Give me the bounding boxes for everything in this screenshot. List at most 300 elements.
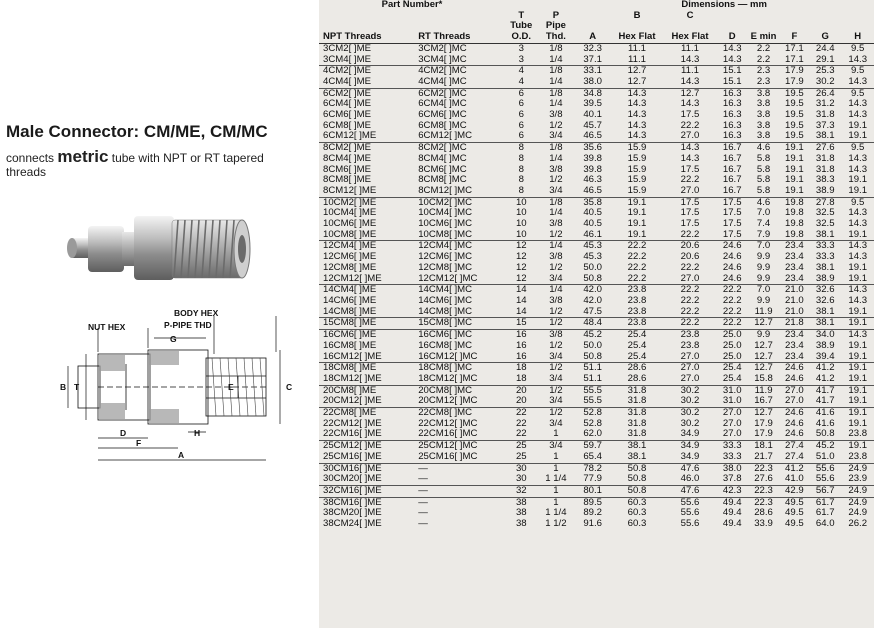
cell-e: 5.8 [756,153,771,164]
cell-g: 26.4 [809,88,841,99]
label-a: A [178,450,185,460]
cell-t: 12 [505,241,537,252]
title-part-connector: Connector: CM/ME, CM/MC [48,122,268,141]
cell-t: 6 [518,120,524,131]
cell-e: 12.7 [754,351,773,362]
cell-rt: 6CM6[ ]MC [418,110,467,121]
cell-a: 46.5 [583,131,603,142]
cell-f: 19.5 [785,131,804,142]
cell-npt: 38CM24[ ]ME [323,519,382,530]
cell-p: 1 [538,497,575,508]
cell-rt: 22CM8[ ]MC [414,408,505,419]
cell-p: 3/4 [549,351,563,362]
cell-h: 19.1 [848,273,868,284]
cell-a: 65.4 [583,451,603,462]
label-h: H [194,428,201,438]
cell-b: 11.1 [628,43,646,54]
cell-c: 20.6 [680,252,700,263]
cell-f: 21.8 [780,318,809,330]
subtitle-before: connects [6,151,58,165]
header-hex-flat-b: Hex Flat [611,32,663,43]
cell-npt: 30CM16[ ]ME [319,463,414,474]
cell-e: 3.8 [756,99,771,110]
header-od: O.D. [505,32,537,43]
cell-b: 23.8 [627,306,647,317]
cell-e: 17.9 [754,418,773,429]
cell-a: 35.6 [574,143,611,154]
cell-t: 30 [505,463,537,474]
cell-b: 22.2 [627,273,647,284]
cell-npt: 6CM12[ ]ME [323,131,377,142]
cell-a: 46.1 [583,229,603,240]
cell-b: 23.8 [627,295,647,306]
cell-h: 23.8 [848,451,868,462]
cell-a: 52.8 [574,408,611,419]
cell-g: 31.8 [815,110,835,121]
cell-g: 51.0 [815,451,835,462]
cell-e: 5.8 [756,185,771,196]
cell-h: 26.2 [848,519,868,530]
cell-a: 55.5 [583,396,603,407]
table-row [319,385,874,396]
cell-npt: 12CM12[ ]ME [323,273,382,284]
table-row [319,43,874,54]
cell-npt: 38CM16[ ]ME [319,497,414,508]
cell-d: 16.3 [722,110,742,121]
cell-npt: 10CM2[ ]ME [319,197,414,208]
cell-f: 24.6 [785,418,804,429]
table-row [319,99,874,110]
cell-t: 38 [515,508,527,519]
cell-b: 15.9 [627,153,647,164]
cell-p: 1/4 [549,99,563,110]
cell-b: 38.1 [627,451,647,462]
cell-g: 27.6 [809,143,841,154]
cell-g: 55.6 [809,463,841,474]
cell-b: 14.3 [627,131,647,142]
cell-e: 15.8 [754,373,773,384]
cell-d: 17.5 [722,229,742,240]
table-row [319,296,874,307]
cell-e: 11.9 [754,306,773,317]
cell-h: 14.3 [848,99,868,110]
label-t: T [74,382,80,392]
cell-f: 19.1 [785,175,804,186]
cell-t: 10 [515,219,527,230]
cell-b: 25.4 [611,330,663,341]
cell-c: 22.2 [680,262,700,273]
cell-b: 15.9 [627,175,647,186]
cell-g: 38.3 [815,175,835,186]
cell-npt: 20CM12[ ]ME [323,396,382,407]
header-e-min: E min [747,32,779,43]
cell-t: 14 [505,285,537,296]
cell-d: 17.5 [722,219,742,230]
cell-rt: 6CM8[ ]MC [418,120,467,131]
table-row [319,252,874,263]
cell-e: 4.6 [747,197,779,208]
cell-h: 24.9 [841,463,874,474]
cell-g: 38.9 [815,340,835,351]
table-row [319,66,874,77]
cell-d: 22.2 [722,306,742,317]
cell-npt: 14CM4[ ]ME [319,285,414,296]
cell-c: 22.2 [663,318,717,330]
cell-t: 6 [518,131,524,142]
table-row [319,318,874,330]
dimensions-table-panel [319,0,874,628]
cell-g: 32.5 [815,208,835,219]
cell-c: 14.3 [680,153,700,164]
cell-npt: 18CM12[ ]ME [323,373,382,384]
cell-rt: 14CM8[ ]MC [418,306,473,317]
cell-h: 24.9 [841,485,874,497]
cell-g: 38.1 [815,229,835,240]
label-c: C [286,382,293,392]
cell-f: 23.4 [785,340,804,351]
header-f: F [780,32,809,43]
cell-d: 14.3 [722,43,742,54]
cell-a: 51.1 [574,363,611,374]
cell-f: 21.0 [785,306,804,317]
cell-p: 1/4 [549,208,563,219]
cell-g: 55.6 [815,474,835,485]
cell-h: 14.3 [841,285,874,296]
table-row [319,88,874,99]
table-row [319,396,874,407]
header-pipe: Pipe [545,21,566,32]
cell-f: 24.6 [780,408,809,419]
cell-e: 9.9 [756,252,771,263]
cell-e: 22.3 [747,463,779,474]
cell-p: 1/2 [538,318,575,330]
cell-h: 19.1 [841,441,874,452]
cell-c: 12.7 [663,88,717,99]
cell-b: 31.8 [627,418,647,429]
cell-a: 39.8 [583,153,603,164]
cell-npt: 4CM4[ ]ME [323,76,371,87]
cell-g: 38.9 [815,185,835,196]
cell-p: 1 [538,463,575,474]
cell-g: 38.9 [815,273,835,284]
cell-f: 23.4 [785,273,804,284]
cell-t: 22 [515,418,527,429]
label-g: G [170,334,177,344]
cell-p: 1 1/2 [545,519,567,530]
cell-c: 17.5 [663,197,717,208]
cell-a: 51.1 [583,373,603,384]
cell-h: 19.1 [841,363,874,374]
cell-p: 1/4 [549,54,563,65]
table-body [319,43,874,529]
cell-a: 59.7 [574,441,611,452]
cell-d: 33.3 [717,441,747,452]
cell-rt: 10CM8[ ]MC [418,229,473,240]
table-row [319,508,874,519]
cell-b: 25.4 [627,351,647,362]
cell-a: 89.2 [583,508,603,519]
cell-c: 17.5 [680,208,700,219]
cell-f: 21.0 [780,285,809,296]
cell-b: 31.8 [611,408,663,419]
subtitle-after: tube with NPT or RT tapered threads [6,151,264,179]
cell-npt: 20CM8[ ]ME [319,385,414,396]
cell-h: 24.9 [848,508,868,519]
cell-d: 24.6 [722,262,742,273]
table-row [319,330,874,341]
cell-p: 1 [538,485,575,497]
cell-f: 23.4 [785,351,804,362]
cell-d: 15.1 [722,76,742,87]
cell-rt: 3CM2[ ]MC [418,43,467,54]
cell-npt: 16CM8[ ]ME [323,340,377,351]
cell-p: 3/4 [549,396,563,407]
cell-a: 45.2 [574,330,611,341]
cell-h: 14.3 [848,252,868,263]
cell-e: 3.8 [756,131,771,142]
cell-h: 19.1 [848,340,868,351]
label-f: F [136,438,142,448]
cell-rt: 8CM2[ ]MC [414,143,505,154]
cell-b: 28.6 [627,373,647,384]
cell-c: 22.2 [680,306,700,317]
cell-b: 23.8 [611,318,663,330]
cell-e: 9.9 [756,262,771,273]
cell-b: 31.8 [627,396,647,407]
dimensions-table [319,0,874,530]
table-row [319,219,874,230]
cell-c: 17.5 [680,110,700,121]
cell-g: 31.2 [815,99,835,110]
cell-t: 15 [505,318,537,330]
header-part-number: Part Number* [381,0,443,10]
cell-f: 24.6 [780,363,809,374]
cell-npt: 22CM8[ ]ME [319,408,414,419]
label-e: E [228,382,234,392]
cell-rt: — [418,508,428,519]
cell-t: 3 [518,43,524,54]
cell-f: 27.0 [785,396,804,407]
cell-c: 23.8 [680,340,700,351]
cell-rt: 6CM4[ ]MC [418,99,467,110]
cell-d: 49.4 [722,519,742,530]
cell-a: 46.5 [583,185,603,196]
cell-b: 28.6 [611,363,663,374]
cell-npt: 18CM8[ ]ME [319,363,414,374]
cell-d: 27.0 [722,418,742,429]
header-d: D [717,32,747,43]
cell-e: 12.7 [747,318,779,330]
table-row [319,429,874,440]
cell-c: 46.0 [680,474,700,485]
table-row [319,131,874,142]
cell-d: 27.0 [722,429,742,440]
table-row [319,519,874,530]
table-row [319,485,874,497]
cell-h: 14.3 [848,295,868,306]
cell-d: 25.0 [722,351,742,362]
product-panel [0,0,318,628]
cell-t: 6 [518,110,524,121]
cell-b: 19.1 [627,208,647,219]
cell-g: 41.2 [815,373,835,384]
cell-h: 19.1 [848,396,868,407]
cell-p: 3/4 [549,373,563,384]
cell-f: 27.4 [785,451,804,462]
cell-b: 38.1 [611,441,663,452]
cell-e: 7.0 [756,208,771,219]
cell-a: 45.3 [583,252,603,263]
cell-f: 19.5 [780,88,809,99]
cell-t: 22 [505,408,537,419]
cell-t: 8 [518,153,524,164]
cell-npt: 4CM2[ ]ME [319,66,414,77]
cell-t: 38 [505,497,537,508]
cell-rt: 14CM4[ ]MC [414,285,505,296]
cell-h: 9.5 [841,88,874,99]
cell-g: 29.1 [815,54,835,65]
cell-rt: 18CM12[ ]MC [418,373,478,384]
cell-c: 34.9 [663,441,717,452]
cell-h: 19.1 [841,385,874,396]
cell-h: 19.1 [848,229,868,240]
cell-npt: 10CM4[ ]ME [323,208,377,219]
cell-npt: 6CM2[ ]ME [319,88,414,99]
cell-h: 14.3 [841,330,874,341]
cell-g: 27.8 [809,197,841,208]
cell-npt: 8CM4[ ]ME [323,153,371,164]
cell-d: 24.6 [717,241,747,252]
cell-c: 27.0 [680,273,700,284]
cell-e: 2.3 [747,66,779,77]
cell-f: 49.5 [780,497,809,508]
cell-c: 11.1 [663,66,717,77]
cell-a: 52.8 [583,418,603,429]
cell-d: 27.0 [717,408,747,419]
cell-rt: 6CM12[ ]MC [418,131,473,142]
cell-npt: 10CM8[ ]ME [323,229,377,240]
cell-e: 21.7 [754,451,773,462]
cell-npt: 32CM16[ ]ME [319,485,414,497]
cell-a: 55.5 [574,385,611,396]
table-row [319,110,874,121]
cell-t: 10 [505,197,537,208]
cell-g: 33.3 [809,241,841,252]
cell-h: 14.3 [848,76,868,87]
cell-rt: 4CM2[ ]MC [414,66,505,77]
cell-npt: 38CM20[ ]ME [323,508,382,519]
cell-a: 50.0 [583,262,603,273]
cell-a: 50.8 [583,351,603,362]
cell-f: 24.6 [785,429,804,440]
cell-p: 1/8 [538,143,575,154]
cell-rt: 16CM6[ ]MC [414,330,505,341]
cell-p: 1 1/4 [545,508,567,519]
cell-t: 32 [505,485,537,497]
cell-g: 61.7 [809,497,841,508]
header-g: G [809,32,841,43]
cell-rt: 16CM12[ ]MC [418,351,478,362]
cell-f: 23.4 [785,252,804,263]
cell-b: 19.1 [627,229,647,240]
cell-a: 45.3 [574,241,611,252]
cell-t: 14 [515,306,527,317]
table-row [319,154,874,165]
cell-d: 16.7 [722,153,742,164]
cell-b: 14.3 [611,88,663,99]
cell-f: 27.0 [780,385,809,396]
cell-h: 19.1 [841,318,874,330]
cell-g: 31.8 [815,153,835,164]
cell-b: 22.2 [627,262,647,273]
cell-g: 61.7 [815,508,835,519]
cell-h: 19.1 [848,373,868,384]
cell-h: 14.3 [848,54,868,65]
cell-d: 22.2 [717,285,747,296]
cell-h: 14.3 [848,208,868,219]
cell-e: 16.7 [754,396,773,407]
cell-p: 1/2 [549,175,563,186]
cell-d: 49.4 [717,497,747,508]
cell-npt: 8CM6[ ]ME [323,164,371,175]
table-row [319,143,874,154]
cell-a: 39.5 [583,99,603,110]
cell-p: 3/4 [549,185,563,196]
cell-rt: 3CM4[ ]MC [418,54,467,65]
cell-c: 11.1 [681,43,699,54]
cell-rt: 20CM8[ ]MC [414,385,505,396]
cell-rt: 22CM16[ ]MC [418,429,478,440]
cell-d: 17.5 [722,208,742,219]
cell-g: 38.1 [809,318,841,330]
cell-e: 7.0 [747,241,779,252]
cell-g: 41.6 [815,418,835,429]
cell-e: 12.7 [747,408,779,419]
cell-f: 24.6 [785,373,804,384]
cell-a: 47.5 [583,306,603,317]
cell-g: 34.0 [809,330,841,341]
cell-rt: 8CM4[ ]MC [418,153,467,164]
cell-c: 22.2 [680,120,700,131]
cell-e: 33.9 [754,519,773,530]
cell-npt: 22CM12[ ]ME [323,418,382,429]
cell-f: 17.1 [785,43,804,54]
cell-d: 22.2 [722,295,742,306]
cell-g: 41.7 [815,396,835,407]
cell-h: 14.3 [848,219,868,230]
cell-c: 23.8 [663,330,717,341]
cell-c: 22.2 [680,229,700,240]
cell-rt: 10CM6[ ]MC [418,219,473,230]
cell-rt: 8CM6[ ]MC [418,164,467,175]
cell-t: 30 [515,474,527,485]
cell-e: 12.7 [747,363,779,374]
cell-c: 14.3 [663,143,717,154]
cell-p: 1/2 [538,363,575,374]
cell-b: 15.9 [627,164,647,175]
cell-rt: 10CM2[ ]MC [414,197,505,208]
cell-a: 40.5 [583,219,603,230]
cell-rt: — [418,519,428,530]
cell-npt: 16CM6[ ]ME [319,330,414,341]
cell-rt: — [418,474,428,485]
cell-rt: 12CM8[ ]MC [418,262,473,273]
cell-rt: 25CM12[ ]MC [414,441,505,452]
cell-f: 41.0 [785,474,804,485]
cell-rt: 20CM12[ ]MC [418,396,478,407]
cell-b: 12.7 [611,66,663,77]
cell-f: 23.4 [780,241,809,252]
